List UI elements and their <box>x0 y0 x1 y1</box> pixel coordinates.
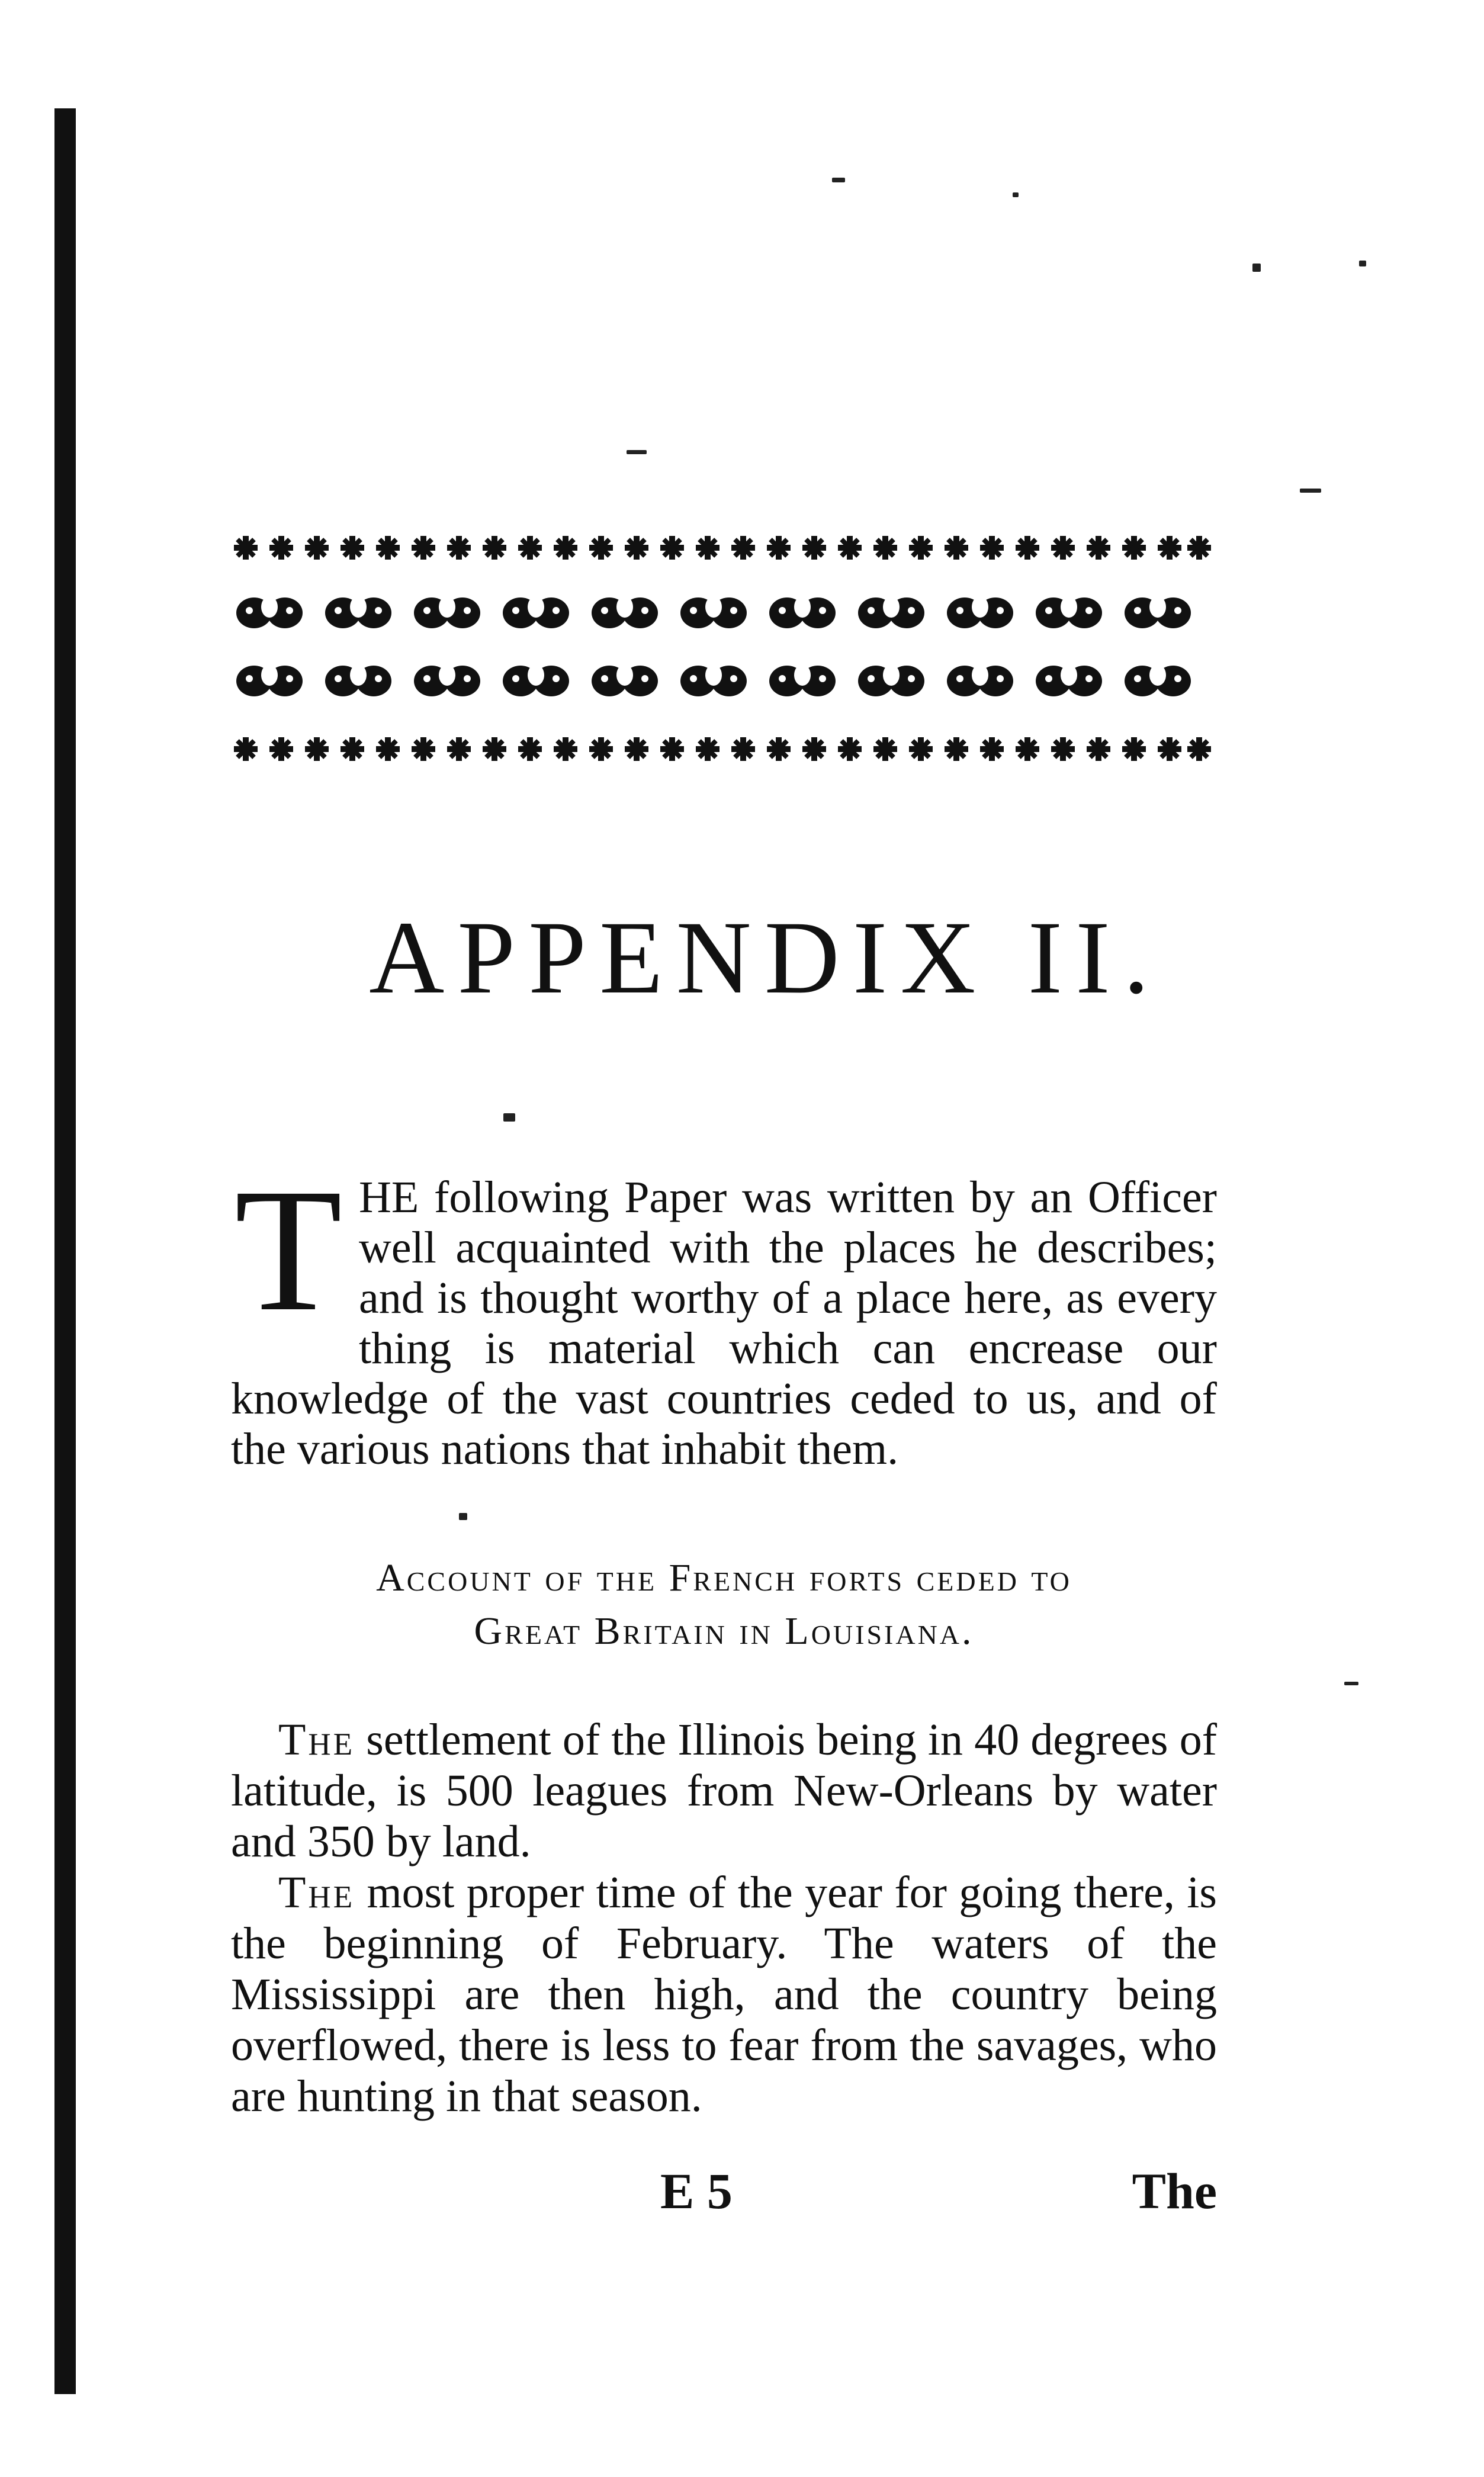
paragraph <box>231 1714 1217 1867</box>
paragraph-text: settlement of the Illinois being in 40 degrees of latitude, is 500 leagues from New-Orleans by water and 350 by land. <box>231 1715 1218 1866</box>
catchword: The <box>1132 2163 1217 2219</box>
signature-mark: E 5 <box>660 2163 733 2219</box>
ink-speck <box>1359 261 1366 266</box>
ink-speck <box>503 1113 515 1122</box>
paragraph <box>231 1867 1217 2122</box>
body-text <box>231 1714 1217 2122</box>
ink-speck <box>459 1513 467 1520</box>
drop-cap: T <box>235 1152 343 1348</box>
paragraph-lead-word: The <box>278 1715 355 1765</box>
appendix-title: APPENDIX II. <box>369 900 1162 1016</box>
ink-speck <box>1013 192 1019 197</box>
ink-speck <box>627 450 647 454</box>
ornament-row-stars-top <box>234 536 1211 560</box>
page-footer <box>231 2161 1217 2227</box>
intro-paragraph <box>231 1152 1217 1474</box>
ink-speck <box>1300 489 1321 493</box>
ink-speck <box>1344 1682 1358 1685</box>
ink-speck <box>1252 264 1261 272</box>
book-spine-edge <box>54 108 76 2394</box>
section-heading-line-1: Account of the French forts ceded to <box>376 1556 1072 1599</box>
ornament-row-stars-bottom <box>234 737 1211 761</box>
ornament-row-leaves-upper <box>236 596 1191 628</box>
ornament-row-leaves-lower <box>236 664 1191 696</box>
section-heading-line-2: Great Britain in Louisiana. <box>474 1609 974 1653</box>
paragraph-text: most proper time of the year for going there, is the beginning of February. The waters of the Mississippi are then high, and the country being overflowed, there is less to fear from the savages, who are hunting in that season. <box>231 1868 1218 2121</box>
section-heading <box>231 1551 1217 1658</box>
ink-speck <box>832 178 845 182</box>
printers-ornament-band <box>228 521 1211 776</box>
intro-text: HE following Paper was written by an Officer well acquainted with the places he describes; and is thought worthy of a place here, as every thing is material which can encrease our knowledge of the vast countries ceded to us, and of the various nations that inhabit them. <box>231 1172 1217 1474</box>
paragraph-lead-word: The <box>278 1868 355 1917</box>
